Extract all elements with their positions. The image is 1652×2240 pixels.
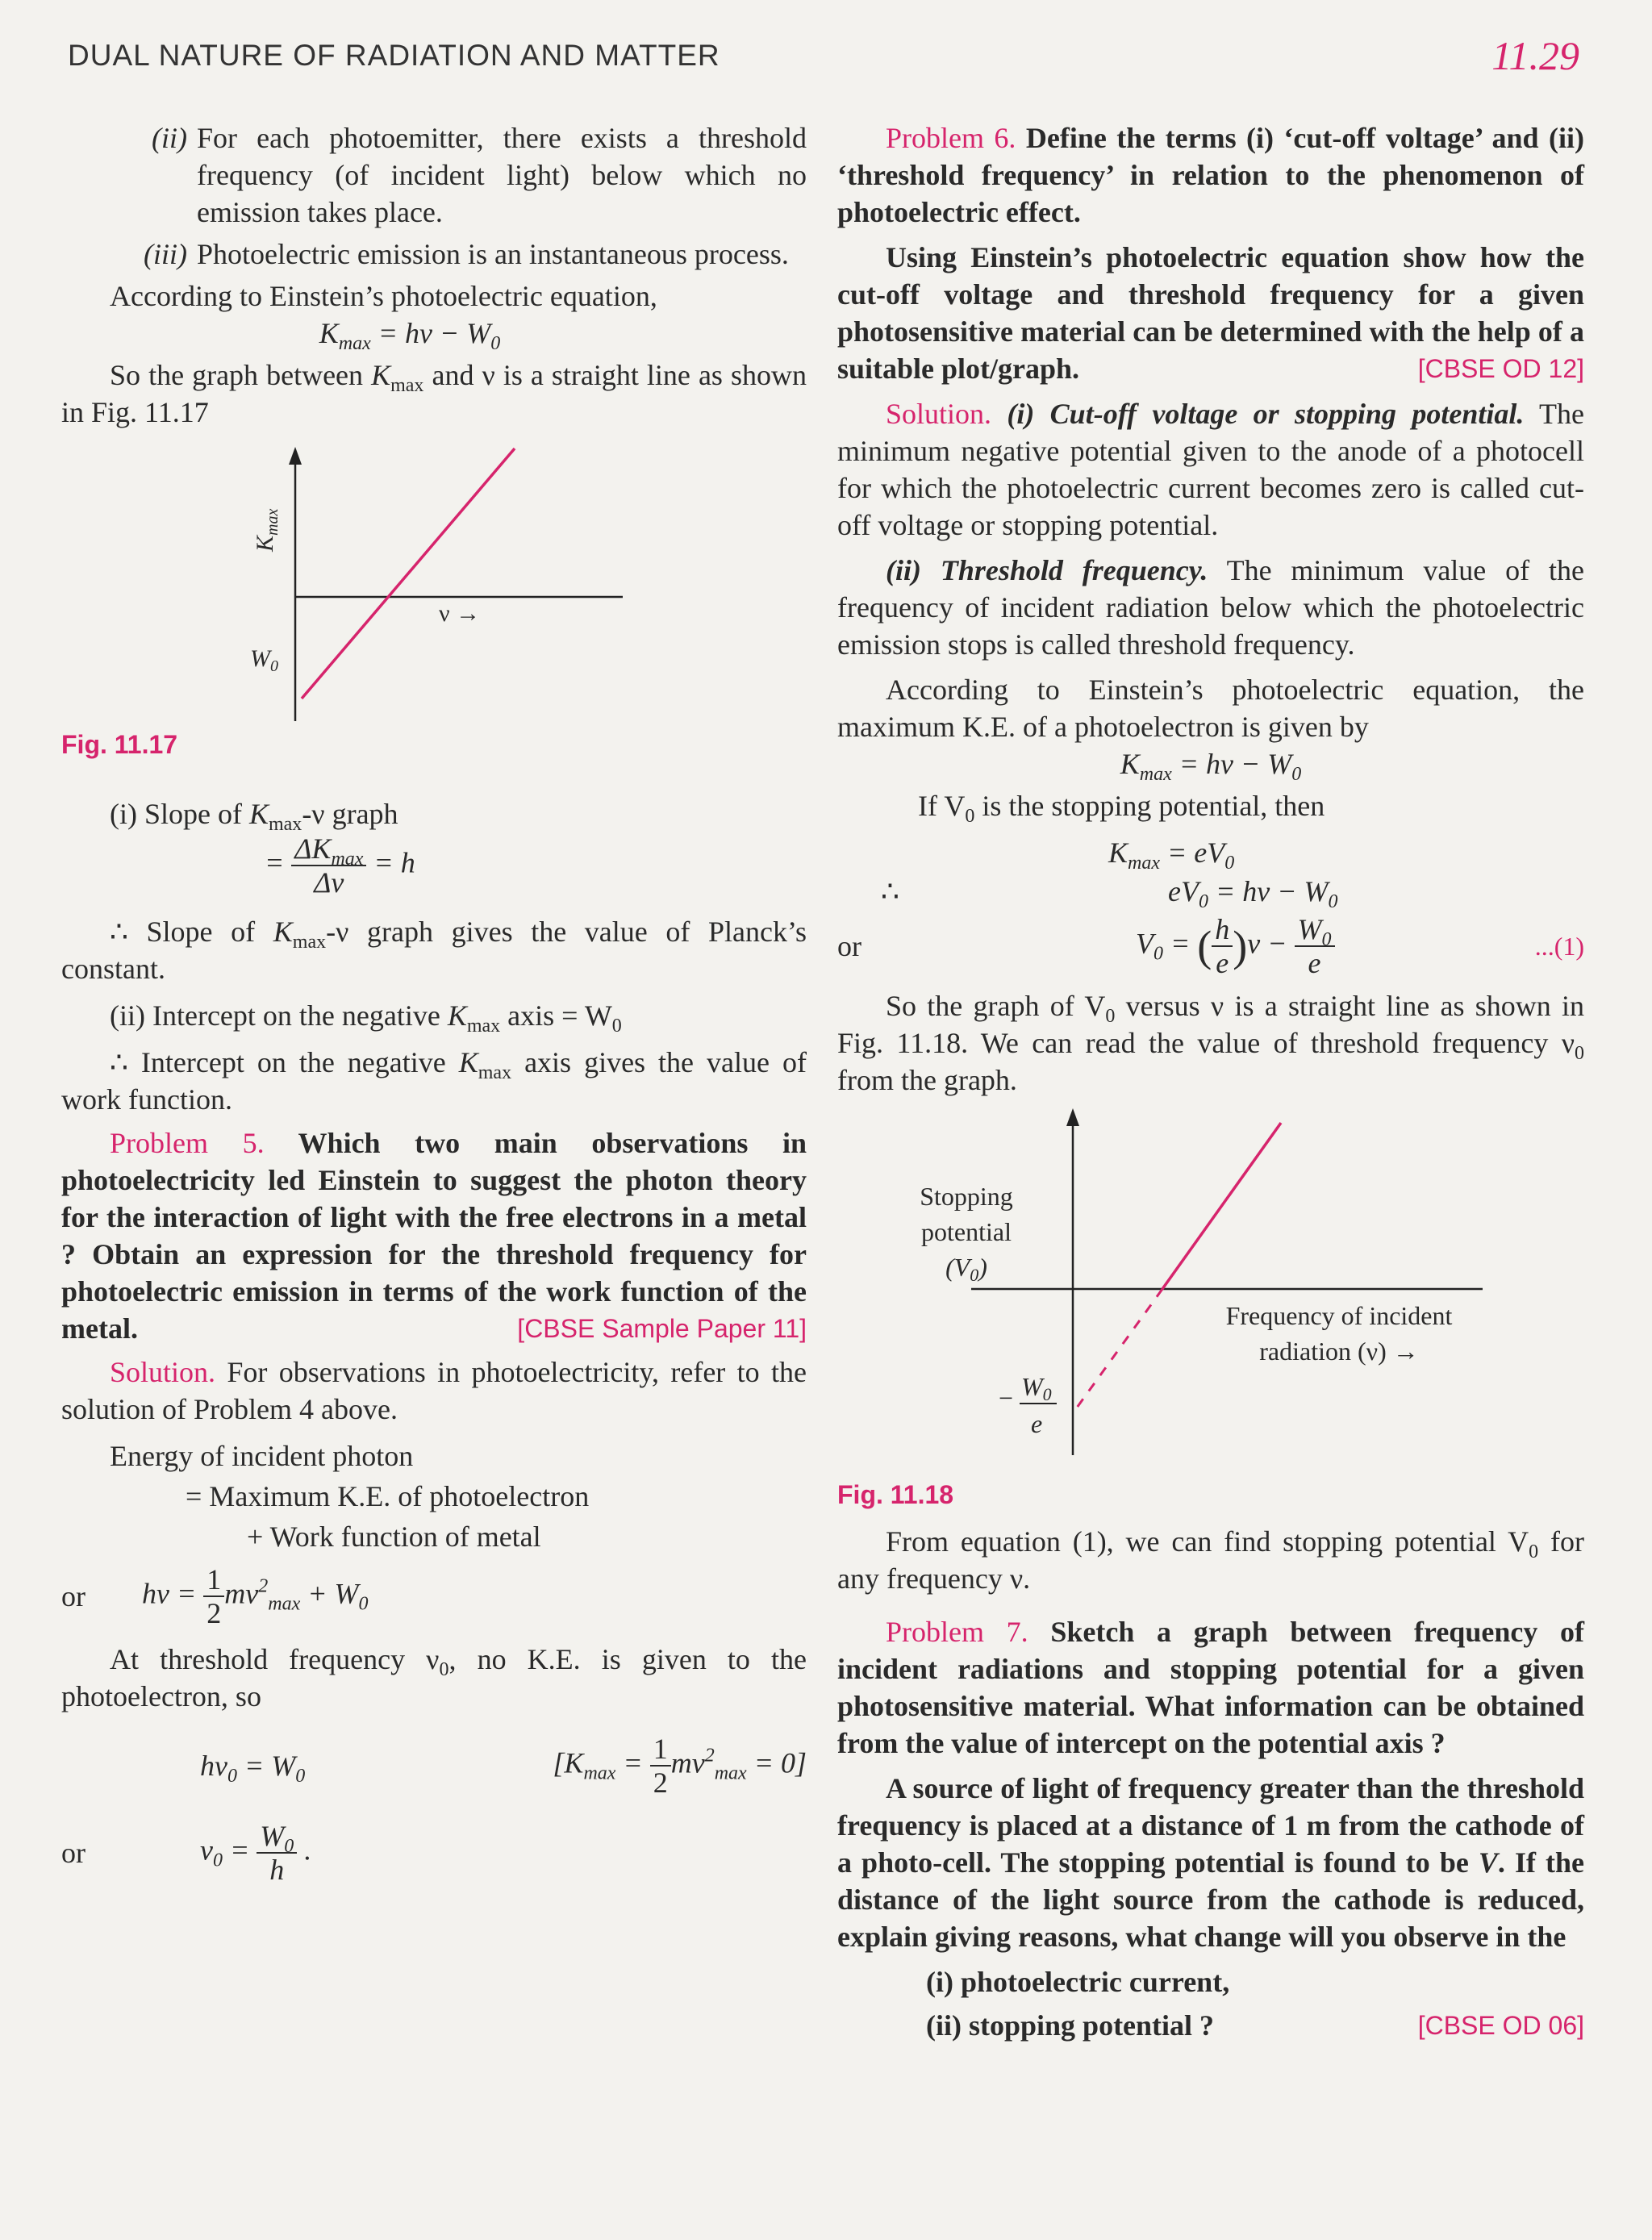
solution: Solution. (i) Cut-off voltage or stopping potential. The minimum negative potential given to the anode of a photocell for which the photoelectric current becomes zero is called cut-off voltage or stopping potential.	[837, 398, 1584, 541]
equation: $eV_0 = h\nu - W_0$	[1168, 875, 1338, 912]
y-axis-label-3: (V0)	[945, 1253, 987, 1285]
problem-6-part2: Using Einstein’s photoelectric equation show how the cut-off voltage and threshold frequency for a given photosensitive material can be determined with the help of a suitable plot/graph. [CBSE OD 12]	[837, 241, 1584, 385]
figure-11-18	[837, 1102, 1584, 1481]
paragraph: According to Einstein’s photoelectric equation, the maximum K.E. of a photoelectron is given by	[837, 674, 1584, 743]
equation: hν = $\frac{1}{2}$ $mv^2_{max} + W_0$	[142, 1563, 369, 1629]
paragraph: So the graph between $K_{max}$ and ν is a straight line as shown in Fig. 11.17	[61, 359, 807, 428]
paragraph: Energy of incident photon	[110, 1440, 414, 1472]
equation-ref: ...(1)	[1534, 932, 1584, 961]
paragraph: So the graph of $V_0$ versus ν is a straight line as shown in Fig. 11.18. We can read the value of threshold frequency $\nu_0$ from the graph.	[837, 990, 1584, 1096]
equation-row: or $V_0$ = ( $\frac{h}{e}$ )ν − $\frac{W_0}{e}$ ...(1)	[837, 913, 1584, 979]
list-item: (ii) stopping potential ? [CBSE OD 06]	[926, 2009, 1584, 2042]
paragraph: At threshold frequency $\nu_0$, no K.E. is given to the photoelectron, so	[61, 1643, 807, 1712]
equation-note: [$K_{max}$ = $\frac{1}{2}$ $mv^2_{max} = 0$]	[553, 1733, 807, 1799]
list-item: (i) photoelectric current,	[926, 1966, 1230, 1998]
equation: $K_{max} = h\nu - W_0$	[1120, 748, 1302, 785]
equation: = $\frac{\Delta K_{max}}{\Delta\nu}$ = h	[265, 832, 415, 899]
problem-7: Problem 7. Sketch a graph between frequency of incident radiations and stopping potential for a given photosensitive material. What information can be obtained from the value of intercept on the potential axis ?	[837, 1616, 1584, 1759]
paragraph: (ii) Intercept on the negative $K_{max}$ axis = $W_0$	[110, 999, 622, 1037]
figure-caption: Fig. 11.17	[61, 730, 178, 759]
item-number: (iii)	[144, 238, 187, 270]
y-axis-label: $K_{max}$	[252, 508, 282, 552]
extrapolated-line	[1073, 1289, 1162, 1413]
w0-label: $W_0$	[250, 645, 278, 675]
intercept-denominator: e	[1031, 1409, 1043, 1438]
figure-11-17	[61, 431, 807, 729]
paragraph: According to Einstein’s photoelectric equation,	[110, 280, 657, 312]
figure-caption: Fig. 11.18	[837, 1480, 954, 1509]
intercept-minus: −	[999, 1383, 1014, 1412]
x-axis-label: ν →	[439, 600, 481, 627]
list-item	[136, 119, 807, 231]
equation: $h\nu_0 = W_0$	[200, 1750, 306, 1787]
y-axis-label-1: Stopping	[920, 1182, 1013, 1211]
equation: $\nu_0$ = $\frac{W_0}{h}$ .	[200, 1820, 312, 1886]
equation-row: ∴ $eV_0 = h\nu - W_0$	[837, 873, 1584, 910]
paragraph: From equation (1), we can find stopping potential $V_0$ for any frequency ν.	[837, 1525, 1585, 1595]
equation: $V_0$ = ( $\frac{h}{e}$ )ν − $\frac{W_0}{e}$	[1136, 913, 1535, 979]
list-item	[136, 236, 807, 273]
item-text: Photoelectric emission is an instantaneous process.	[197, 238, 789, 270]
paragraph: If $V_0$ is the stopping potential, then	[918, 790, 1325, 827]
problem-6: Problem 6. Define the terms (i) ‘cut-off voltage’ and (ii) ‘threshold frequency’ in relation to the phenomenon of photoelectric effect.	[837, 122, 1584, 228]
paragraph: ∴ Intercept on the negative $K_{max}$ axis gives the value of work function.	[61, 1046, 807, 1116]
equation-row: or hν = $\frac{1}{2}$ $mv^2_{max} + W_0$	[61, 1563, 369, 1629]
equation: $K_{max} = h\nu - W_0$	[319, 317, 501, 354]
problem-7-part2: A source of light of frequency greater than the threshold frequency is placed at a distance of 1 m from the cathode of a photo-cell. The stopping potential is found to be V. If the distance of the light source from the cathode is reduced, explain giving reasons, what change will you observe in the	[837, 1772, 1584, 1953]
y-axis-arrow	[289, 447, 302, 465]
stopping-potential-line	[1162, 1123, 1281, 1289]
page-number: 11.29	[1491, 33, 1579, 78]
paragraph: ∴ Slope of $K_{max}-\nu$ graph gives the value of Planck’s constant.	[61, 916, 807, 985]
x-axis-label-1: Frequency of incident	[1225, 1301, 1453, 1330]
problem-5: Problem 5. Which two main observations in photoelectricity led Einstein to suggest the photon theory for the interaction of light with the free electrons in a metal ? Obtain an expression for the threshold frequency for photoelectric emission in terms of the work function of the metal. [CBSE Sample Paper 11]	[61, 1127, 807, 1345]
paragraph: (i) Slope of $K_{max}-\nu$ graph	[110, 798, 398, 835]
paragraph: + Work function of metal	[247, 1520, 541, 1553]
solution: Solution. For observations in photoelectricity, refer to the solution of Problem 4 above.	[61, 1356, 807, 1425]
x-axis-label-2: radiation (ν) →	[1259, 1337, 1419, 1366]
equation-row	[61, 1733, 807, 1799]
y-axis-arrow	[1066, 1108, 1079, 1126]
paragraph: (ii) Threshold frequency. The minimum value of the frequency of incident radiation below which the photoelectric emission stops is called threshold frequency.	[837, 554, 1584, 661]
equation: $K_{max} = eV_0$	[1108, 836, 1235, 874]
equation-row: or $\nu_0$ = $\frac{W_0}{h}$ .	[61, 1820, 312, 1886]
chapter-title: DUAL NATURE OF RADIATION AND MATTER	[68, 39, 720, 72]
left-column	[61, 119, 807, 1886]
y-axis-label-2: potential	[921, 1217, 1012, 1246]
right-column	[837, 119, 1584, 2044]
paragraph: = Maximum K.E. of photoelectron	[186, 1480, 590, 1512]
intercept-numerator: W0	[1021, 1372, 1052, 1404]
kmax-line	[302, 448, 515, 699]
item-number: (ii)	[152, 122, 187, 154]
item-text: For each photoemitter, there exists a threshold frequency (of incident light) below which no emission takes place.	[197, 122, 807, 228]
